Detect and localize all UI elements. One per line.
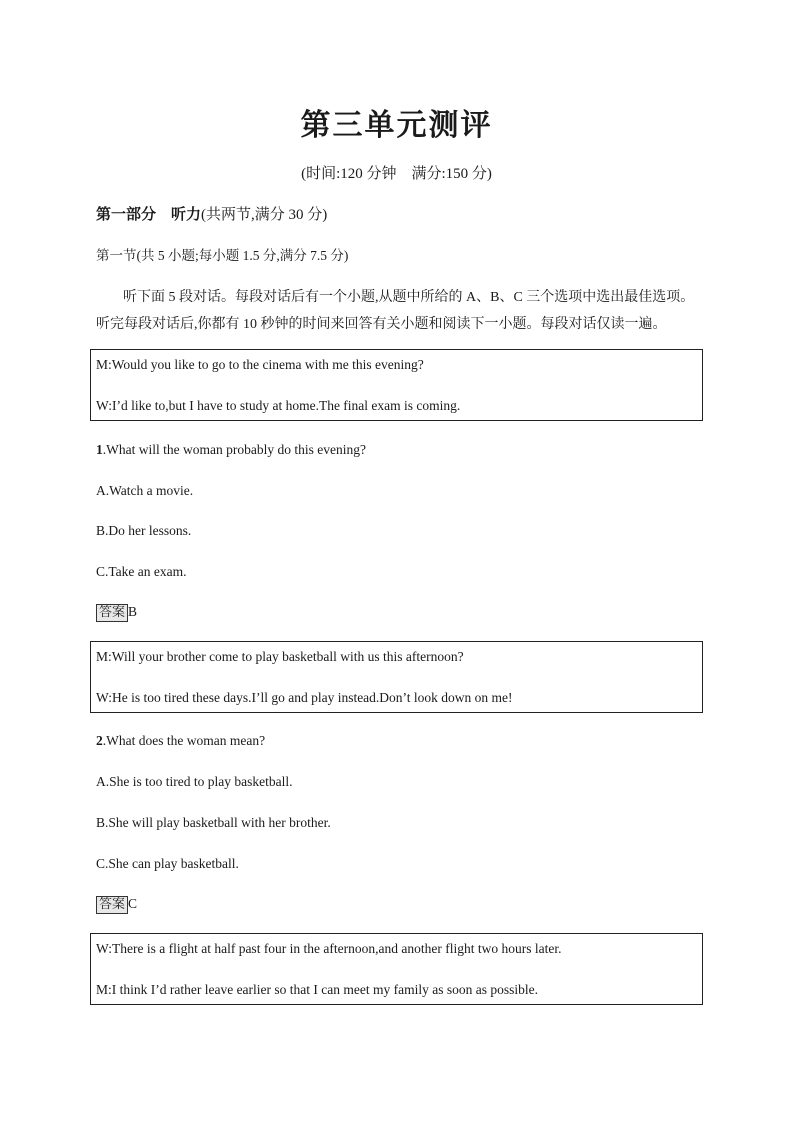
dialogue-line: W:There is a flight at half past four in the afternoon,and another flight two hours later. bbox=[96, 941, 562, 956]
dialogue-line: M:Will your brother come to play basketball with us this afternoon? bbox=[96, 649, 464, 664]
part-name: 第一部分 听力 bbox=[96, 207, 202, 223]
option-c: C.She can play basketball. bbox=[96, 856, 239, 871]
exam-info: (时间:120 分钟 满分:150 分) bbox=[301, 166, 492, 182]
page-title: 第三单元测评 bbox=[300, 108, 493, 143]
dialogue-line: M:Would you like to go to the cinema with me this evening? bbox=[96, 357, 424, 372]
option-a: A.She is too tired to play basketball. bbox=[96, 774, 293, 789]
answer-1 bbox=[96, 604, 137, 622]
instructions-line-2: 听完每段对话后,你都有 10 秒钟的时间来回答有关小题和阅读下一小题。每段对话仅读一遍。 bbox=[96, 317, 667, 332]
answer-label: 答案 bbox=[96, 604, 128, 622]
dialogue-line: W:He is too tired these days.I’ll go and play instead.Don’t look down on me! bbox=[96, 690, 513, 705]
question-text: .What does the woman mean? bbox=[102, 733, 266, 748]
instructions-line-1: 听下面 5 段对话。每段对话后有一个小题,从题中所给的 A、B、C 三个选项中选出最佳选项。 bbox=[123, 290, 695, 305]
dialogue-box-2 bbox=[90, 641, 703, 713]
option-b: B.She will play basketball with her brother. bbox=[96, 815, 331, 830]
answer-value: B bbox=[128, 604, 138, 619]
dialogue-box-3 bbox=[90, 933, 703, 1005]
dialogue-box-1 bbox=[90, 349, 703, 421]
dialogue-line: W:I’d like to,but I have to study at home.The final exam is coming. bbox=[96, 398, 461, 413]
instructions bbox=[96, 284, 696, 338]
answer-label: 答案 bbox=[96, 896, 128, 914]
part-heading bbox=[96, 203, 327, 224]
answer-value: C bbox=[128, 896, 138, 911]
option-c: C.Take an exam. bbox=[96, 564, 187, 579]
option-a: A.Watch a movie. bbox=[96, 483, 194, 498]
part-detail: (共两节,满分 30 分) bbox=[201, 207, 328, 223]
question-2 bbox=[96, 733, 265, 749]
question-number: 1 bbox=[96, 442, 103, 457]
option-b: B.Do her lessons. bbox=[96, 523, 192, 538]
section-heading: 第一节(共 5 小题;每小题 1.5 分,满分 7.5 分) bbox=[96, 248, 349, 263]
answer-2 bbox=[96, 896, 137, 914]
question-number: 2 bbox=[96, 733, 103, 748]
question-text: .What will the woman probably do this evening? bbox=[102, 442, 366, 457]
question-1 bbox=[96, 442, 366, 458]
dialogue-line: M:I think I’d rather leave earlier so that I can meet my family as soon as possible. bbox=[96, 982, 538, 997]
